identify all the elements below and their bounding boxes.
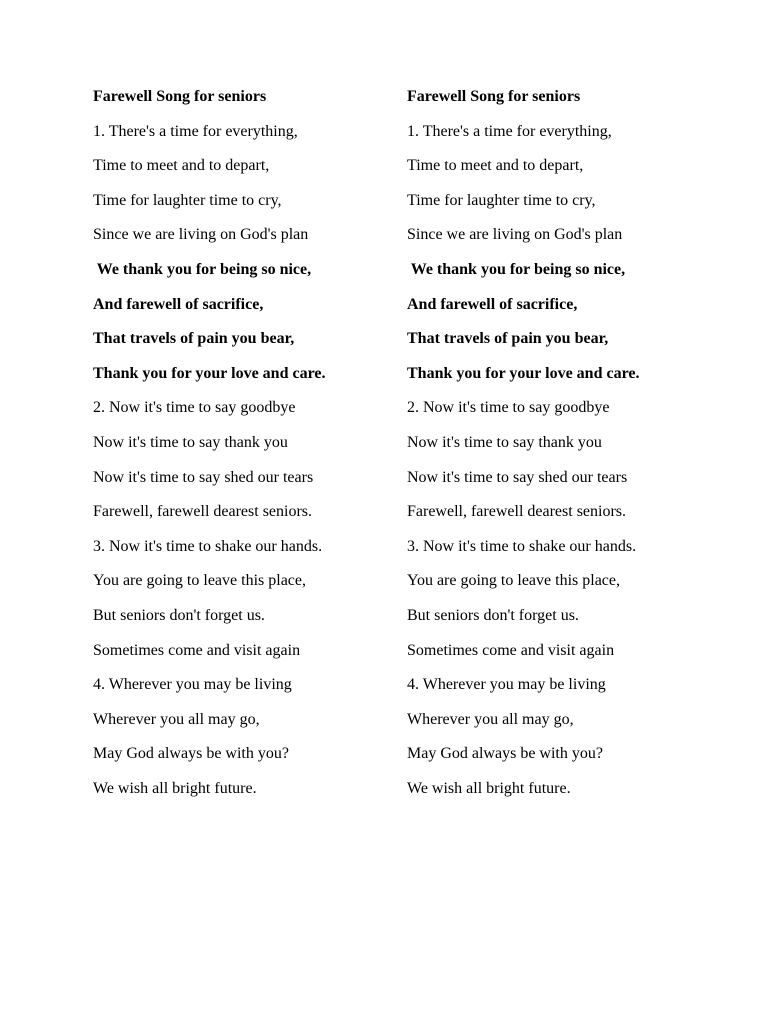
lyric-line: May God always be with you? (93, 745, 289, 763)
lyric-line: Now it's time to say shed our tears (93, 468, 314, 486)
lyric-line: And farewell of sacrifice, (407, 295, 578, 313)
lyric-line: Sometimes come and visit again (407, 641, 615, 659)
lyric-line: Farewell, farewell dearest seniors. (93, 503, 313, 521)
lyric-line: 2. Now it's time to say goodbye (93, 399, 296, 417)
lyric-line: Farewell, farewell dearest seniors. (407, 503, 627, 521)
song-title: Farewell Song for seniors (93, 88, 267, 105)
lyrics-column-right (407, 86, 707, 812)
song-title: Farewell Song for seniors (407, 88, 581, 105)
lyric-line: We wish all bright future. (93, 779, 257, 797)
lyric-line: And farewell of sacrifice, (93, 295, 264, 313)
lyric-line: 3. Now it's time to shake our hands. (407, 537, 637, 555)
lyric-line: Since we are living on God's plan (93, 226, 309, 244)
lyric-line: But seniors don't forget us. (407, 606, 579, 624)
lyric-line: Now it's time to say thank you (407, 433, 602, 451)
lyrics-column-left (93, 86, 393, 812)
lyric-line: Thank you for your love and care. (407, 364, 640, 382)
lyric-line: 2. Now it's time to say goodbye (407, 399, 610, 417)
lyric-line: You are going to leave this place, (407, 572, 620, 590)
lyric-line: We thank you for being so nice, (93, 260, 312, 278)
lyric-line: Now it's time to say shed our tears (407, 468, 628, 486)
lyric-line: Sometimes come and visit again (93, 641, 301, 659)
lyric-line: We wish all bright future. (407, 779, 571, 797)
lyric-line: Time for laughter time to cry, (407, 191, 596, 209)
lyric-line: May God always be with you? (407, 745, 603, 763)
lyric-line: 4. Wherever you may be living (93, 676, 292, 694)
lyric-line: 1. There's a time for everything, (93, 122, 298, 140)
lyric-line: But seniors don't forget us. (93, 606, 265, 624)
lyric-line: You are going to leave this place, (93, 572, 306, 590)
lyric-line: Time to meet and to depart, (93, 157, 270, 175)
lyric-line: Thank you for your love and care. (93, 364, 326, 382)
lyric-line: Wherever you all may go, (93, 710, 260, 728)
lyric-line: 4. Wherever you may be living (407, 676, 606, 694)
lyric-line: 3. Now it's time to shake our hands. (93, 537, 323, 555)
lyric-line: Wherever you all may go, (407, 710, 574, 728)
lyric-line: Time to meet and to depart, (407, 157, 584, 175)
lyric-line: 1. There's a time for everything, (407, 122, 612, 140)
lyric-line: Since we are living on God's plan (407, 226, 623, 244)
lyric-line: That travels of pain you bear, (93, 330, 295, 348)
lyric-line: Now it's time to say thank you (93, 433, 288, 451)
lyric-line: We thank you for being so nice, (407, 260, 626, 278)
lyric-line: That travels of pain you bear, (407, 330, 609, 348)
lyric-line: Time for laughter time to cry, (93, 191, 282, 209)
